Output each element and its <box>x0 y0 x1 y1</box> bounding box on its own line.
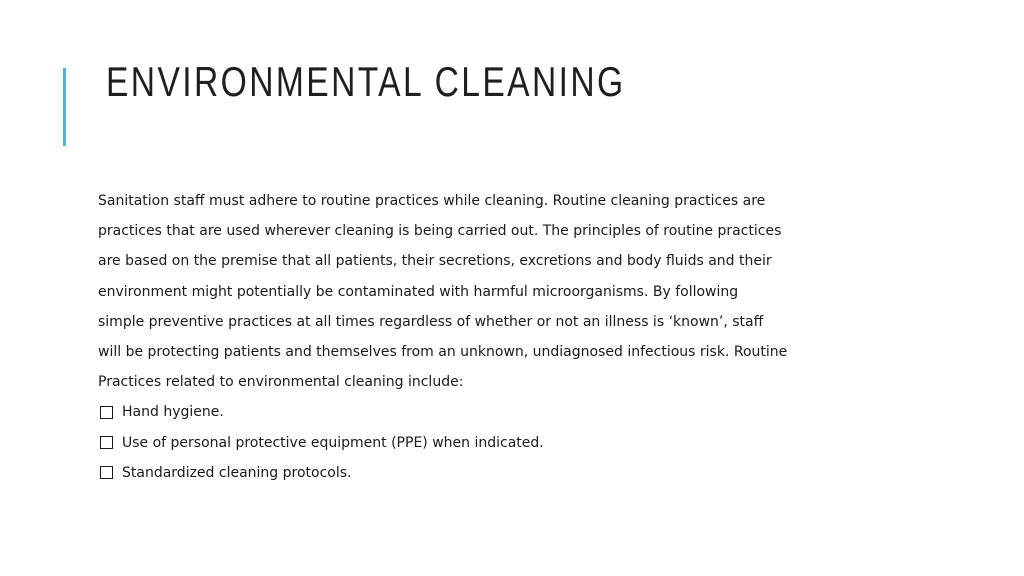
bullet-text: Use of personal protective equipment (PPE) when indicated. <box>122 434 544 451</box>
checkbox-icon <box>100 466 113 479</box>
slide-body <box>98 186 788 488</box>
list-item <box>98 458 788 488</box>
list-item <box>98 428 788 458</box>
body-paragraph: Sanitation staff must adhere to routine practices while cleaning. Routine cleaning practices are practices that are used wherever cleaning is being carried out. The principles of routine practices are based on the premise that all patients, their secretions, excretions and body fluids and their environment might potentially be contaminated with harmful microorganisms. By following simple preventive practices at all times regardless of whether or not an illness is ‘known’, staff will be protecting patients and themselves from an unknown, undiagnosed infectious risk. Routine Practices related to environmental cleaning include: <box>98 193 788 391</box>
bullet-text: Hand hygiene. <box>122 404 224 421</box>
checkbox-icon <box>100 406 113 419</box>
list-item <box>98 397 788 427</box>
title-accent-bar <box>63 68 66 146</box>
bullet-text: Standardized cleaning protocols. <box>122 464 352 481</box>
slide-title: ENVIRONMENTAL CLEANING <box>106 58 626 105</box>
checkbox-icon <box>100 436 113 449</box>
bullet-list <box>98 397 788 488</box>
